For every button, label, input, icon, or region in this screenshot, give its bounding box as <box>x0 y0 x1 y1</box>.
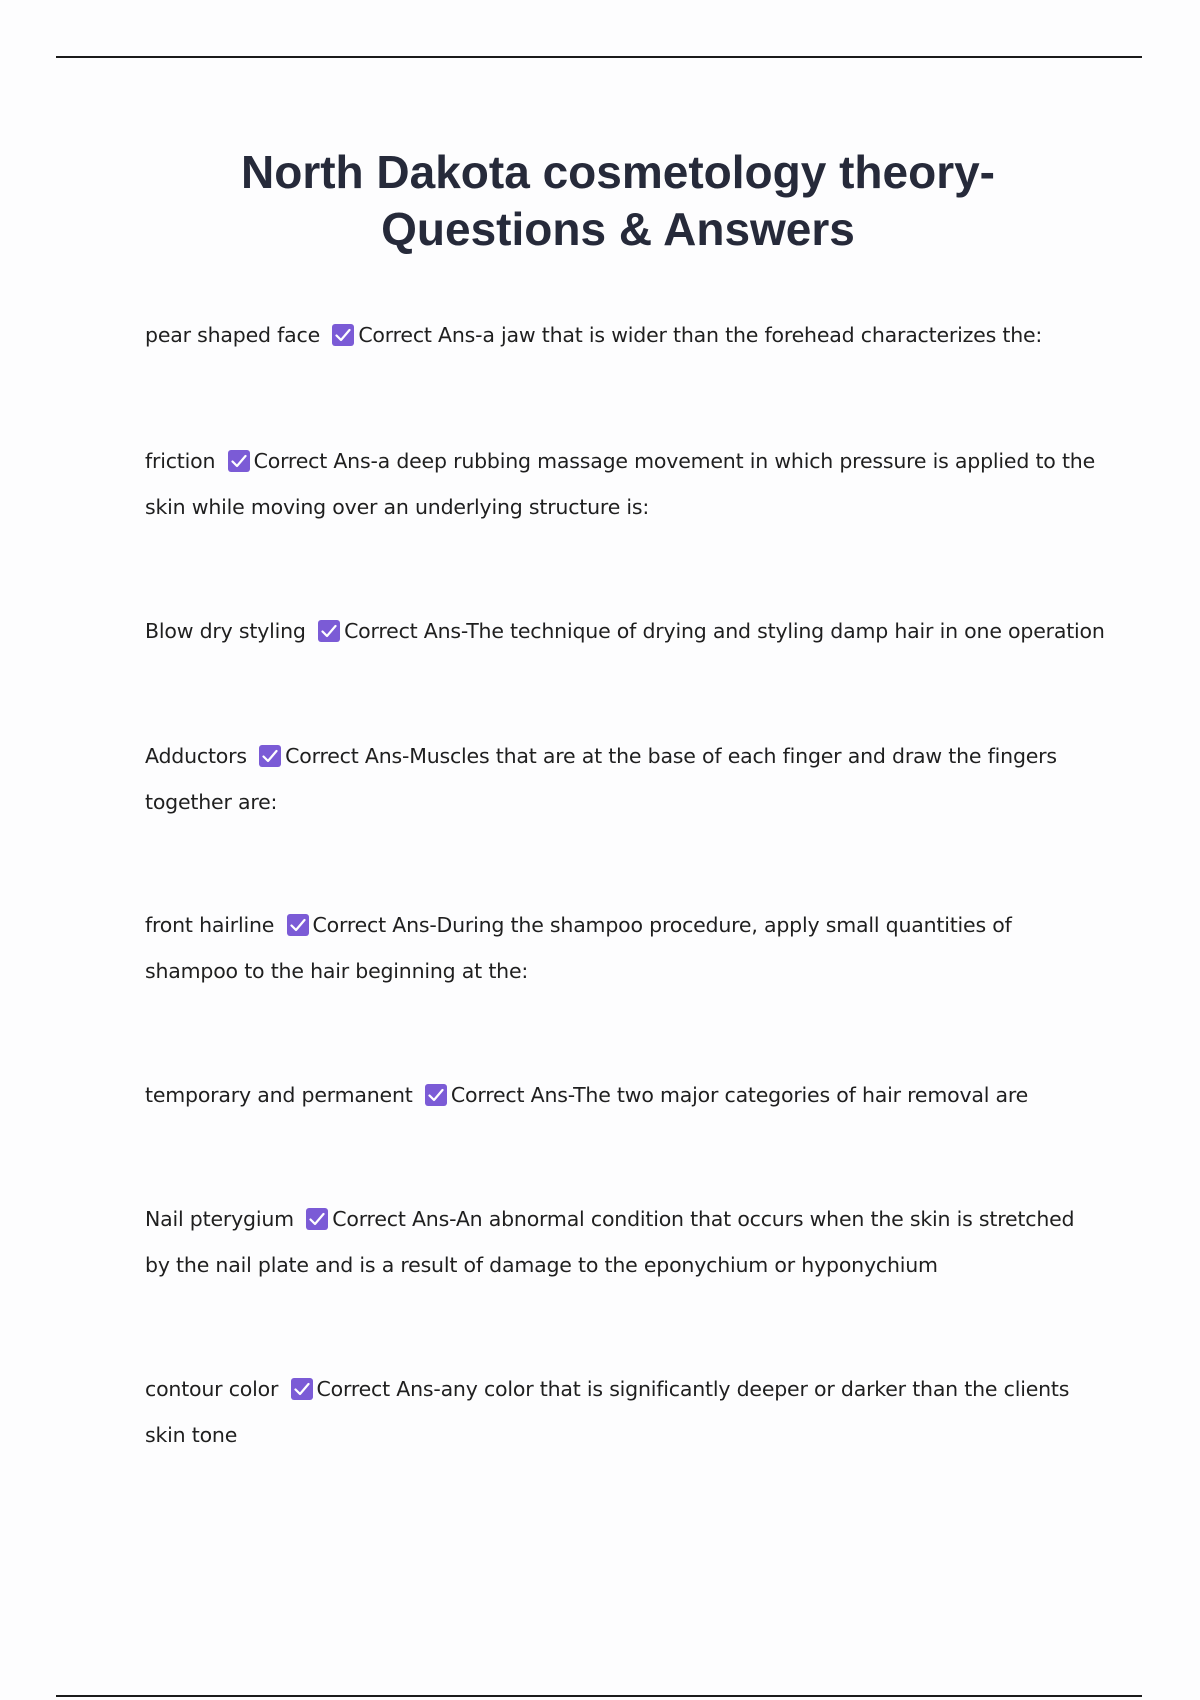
title-line-1: North Dakota cosmetology theory- <box>241 146 995 198</box>
qa-term: Adductors <box>145 744 247 768</box>
qa-answer: Correct Ans-a jaw that is wider than the forehead characterizes the: <box>358 323 1043 347</box>
qa-item <box>145 312 1105 358</box>
checkmark-box-icon <box>259 745 281 767</box>
top-rule <box>56 56 1142 58</box>
checkmark-box-icon <box>287 914 309 936</box>
qa-item <box>145 1072 1105 1118</box>
qa-answer: Correct Ans-a deep rubbing massage movement in which pressure is applied to the skin while moving over an underlying structure is: <box>145 449 1095 519</box>
qa-answer: Correct Ans-any color that is significantly deeper or darker than the clients skin tone <box>145 1377 1070 1447</box>
qa-term: Blow dry styling <box>145 619 306 643</box>
checkmark-box-icon <box>291 1378 313 1400</box>
qa-answer: Correct Ans-Muscles that are at the base of each finger and draw the fingers together are: <box>145 744 1057 814</box>
qa-term: contour color <box>145 1377 279 1401</box>
qa-item <box>145 438 1105 530</box>
checkmark-box-icon <box>306 1208 328 1230</box>
qa-answer: Correct Ans-The two major categories of hair removal are <box>450 1083 1029 1107</box>
qa-answer: Correct Ans-An abnormal condition that occurs when the skin is stretched by the nail plate and is a result of damage to the eponychium or hyponychium <box>145 1207 1075 1277</box>
qa-term: temporary and permanent <box>145 1083 413 1107</box>
bottom-rule <box>56 1695 1142 1697</box>
qa-item <box>145 608 1105 654</box>
qa-item <box>145 1196 1105 1288</box>
qa-answer: Correct Ans-The technique of drying and styling damp hair in one operation <box>344 619 1105 643</box>
qa-item <box>145 902 1105 994</box>
checkmark-box-icon <box>332 324 354 346</box>
qa-item <box>145 1366 1105 1458</box>
checkmark-box-icon <box>425 1084 447 1106</box>
qa-item <box>145 733 1105 825</box>
qa-answer: Correct Ans-During the shampoo procedure, apply small quantities of shampoo to the hair beginning at the: <box>145 913 1012 983</box>
page-title <box>120 144 1116 258</box>
qa-term: Nail pterygium <box>145 1207 294 1231</box>
qa-term: front hairline <box>145 913 275 937</box>
checkmark-box-icon <box>318 620 340 642</box>
qa-term: friction <box>145 449 216 473</box>
qa-term: pear shaped face <box>145 323 320 347</box>
title-line-2: Questions & Answers <box>381 203 855 255</box>
checkmark-box-icon <box>228 450 250 472</box>
